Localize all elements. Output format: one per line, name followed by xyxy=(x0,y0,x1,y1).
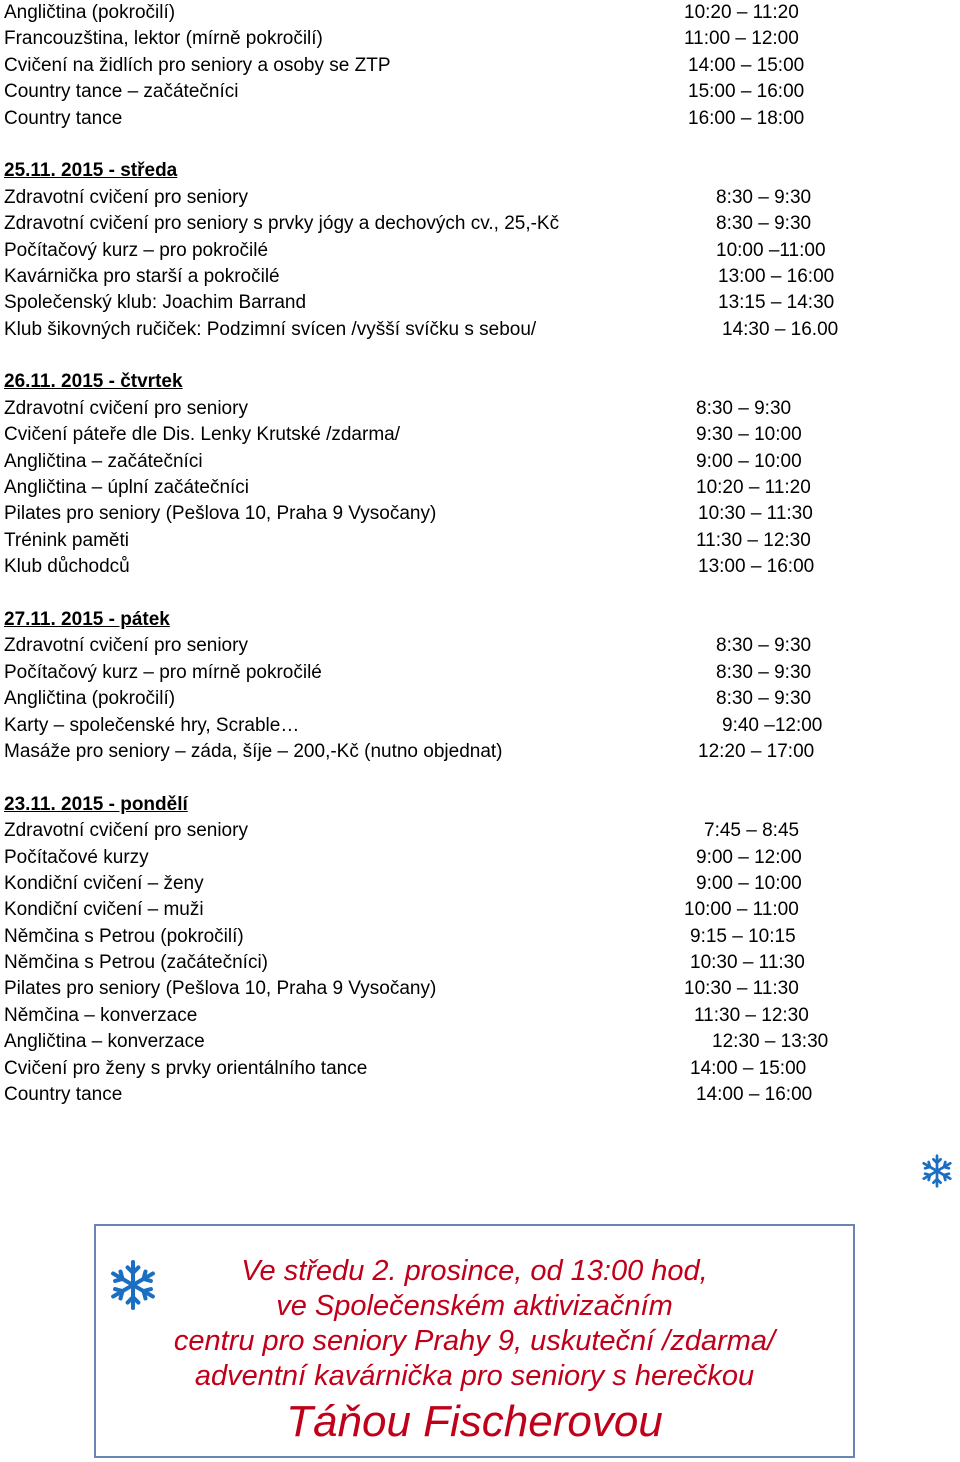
activity-name: Angličtina – začátečníci xyxy=(4,450,203,472)
activity-time: 8:30 – 9:30 xyxy=(716,635,812,657)
schedule-list xyxy=(4,0,904,1108)
activity-time: 10:20 – 11:20 xyxy=(696,477,811,499)
announcement-guest-name: Táňou Fischerovou xyxy=(286,1397,663,1446)
activity-time: 13:15 – 14:30 xyxy=(718,292,835,314)
activity-time: 10:00 – 11:00 xyxy=(684,899,799,921)
activity-name: Trénink paměti xyxy=(4,529,129,551)
list-item xyxy=(4,871,904,897)
activity-name: Cvičení pro ženy s prvky orientálního tance xyxy=(4,1057,368,1079)
activity-time: 13:00 – 16:00 xyxy=(698,556,815,578)
list-item xyxy=(4,950,904,976)
list-item xyxy=(4,660,904,686)
activity-time: 11:30 – 12:30 xyxy=(694,1004,809,1026)
activity-time: 9:15 – 10:15 xyxy=(690,925,796,947)
list-item xyxy=(4,501,904,527)
activity-name: Klub důchodců xyxy=(4,556,130,578)
activity-name: Cvičení na židlích pro seniory a osoby se ZTP xyxy=(4,54,391,76)
activity-name: Kavárnička pro starší a pokročilé xyxy=(4,265,280,287)
activity-time: 11:30 – 12:30 xyxy=(696,529,811,551)
activity-name: Francouzština, lektor (mírně pokročilí) xyxy=(4,28,323,50)
list-item xyxy=(4,686,904,712)
activity-name: Country tance xyxy=(4,1084,123,1106)
list-item xyxy=(4,106,904,132)
list-item xyxy=(4,818,904,844)
activity-name: Angličtina (pokročilí) xyxy=(4,688,176,710)
announcement-box xyxy=(94,1224,855,1458)
announcement-line: Ve středu 2. prosince, od 13:00 hod, xyxy=(241,1255,708,1287)
list-item xyxy=(4,475,904,501)
activity-name: Počítačový kurz – pro mírně pokročilé xyxy=(4,661,322,683)
activity-time: 10:30 – 11:30 xyxy=(698,503,813,525)
activity-name: Počítačový kurz – pro pokročilé xyxy=(4,239,269,261)
activity-time: 12:30 – 13:30 xyxy=(712,1031,829,1053)
list-item xyxy=(4,976,904,1002)
activity-time: 14:00 – 16:00 xyxy=(696,1084,813,1106)
activity-time: 14:00 – 15:00 xyxy=(688,54,805,76)
list-item xyxy=(4,264,904,290)
activity-name: Zdravotní cvičení pro seniory s prvky jógy a dechových cv., 25,-Kč xyxy=(4,213,560,235)
list-item xyxy=(4,633,904,659)
day-heading-text: 25.11. 2015 - středa xyxy=(4,160,178,182)
list-item xyxy=(4,1029,904,1055)
list-item xyxy=(4,1082,904,1108)
list-item xyxy=(4,79,904,105)
list-item xyxy=(4,449,904,475)
activity-name: Cvičení páteře dle Dis. Lenky Krutské /zdarma/ xyxy=(4,424,401,446)
activity-time: 13:00 – 16:00 xyxy=(718,265,835,287)
activity-name: Němčina s Petrou (pokročilí) xyxy=(4,925,244,947)
activity-name: Klub šikovných ručiček: Podzimní svícen /vyšší svíčku s sebou/ xyxy=(4,318,537,340)
activity-time: 9:00 – 12:00 xyxy=(696,846,802,868)
list-item xyxy=(4,185,904,211)
list-item xyxy=(4,739,904,765)
list-item xyxy=(4,238,904,264)
activity-name: Němčina – konverzace xyxy=(4,1004,198,1026)
list-item xyxy=(4,53,904,79)
activity-name: Zdravotní cvičení pro seniory xyxy=(4,635,248,657)
list-item xyxy=(4,396,904,422)
activity-name: Společenský klub: Joachim Barrand xyxy=(4,292,307,314)
activity-name: Angličtina – konverzace xyxy=(4,1031,205,1053)
activity-time: 9:40 –12:00 xyxy=(722,714,823,736)
list-item xyxy=(4,713,904,739)
activity-time: 15:00 – 16:00 xyxy=(688,81,805,103)
list-item xyxy=(4,0,904,26)
list-item xyxy=(4,317,904,343)
day-heading-text: 26.11. 2015 - čtvrtek xyxy=(4,371,183,393)
list-item xyxy=(4,845,904,871)
activity-name: Zdravotní cvičení pro seniory xyxy=(4,820,248,842)
announcement-line: ve Společenském aktivizačním xyxy=(276,1290,673,1322)
list-item xyxy=(4,528,904,554)
activity-time: 8:30 – 9:30 xyxy=(716,688,812,710)
list-item xyxy=(4,1056,904,1082)
activity-time: 9:00 – 10:00 xyxy=(696,450,802,472)
activity-name: Němčina s Petrou (začátečníci) xyxy=(4,952,268,974)
activity-name: Počítačové kurzy xyxy=(4,846,149,868)
announcement-line: centru pro seniory Prahy 9, uskuteční /zdarma/ xyxy=(173,1325,776,1357)
activity-name: Kondiční cvičení – muži xyxy=(4,899,204,921)
activity-name: Karty – společenské hry, Scrable… xyxy=(4,714,300,736)
day-heading xyxy=(4,369,904,395)
activity-name: Angličtina (pokročilí) xyxy=(4,2,176,23)
day-heading-text: 27.11. 2015 - pátek xyxy=(4,608,170,630)
activity-time: 9:00 – 10:00 xyxy=(696,872,802,894)
activity-name: Kondiční cvičení – ženy xyxy=(4,872,204,894)
activity-time: 16:00 – 18:00 xyxy=(688,107,805,129)
list-item xyxy=(4,554,904,580)
activity-time: 10:20 – 11:20 xyxy=(684,2,799,23)
activity-name: Country tance xyxy=(4,107,123,129)
activity-time: 10:30 – 11:30 xyxy=(684,978,799,1000)
activity-time: 8:30 – 9:30 xyxy=(716,186,812,208)
list-item xyxy=(4,211,904,237)
day-heading-text: 23.11. 2015 - pondělí xyxy=(4,793,188,815)
list-item xyxy=(4,422,904,448)
activity-name: Zdravotní cvičení pro seniory xyxy=(4,186,248,208)
activity-time: 14:30 – 16.00 xyxy=(722,318,839,340)
activity-name: Zdravotní cvičení pro seniory xyxy=(4,397,248,419)
activity-time: 10:30 – 11:30 xyxy=(690,952,805,974)
announcement-text xyxy=(96,1254,853,1450)
activity-name: Masáže pro seniory – záda, šíje – 200,-Kč (nutno objednat) xyxy=(4,740,503,762)
activity-time: 8:30 – 9:30 xyxy=(716,213,812,235)
activity-name: Country tance – začátečníci xyxy=(4,81,239,103)
list-item xyxy=(4,290,904,316)
day-heading xyxy=(4,158,904,184)
activity-time: 10:00 –11:00 xyxy=(716,239,826,261)
activity-time: 11:00 – 12:00 xyxy=(684,28,799,50)
day-heading xyxy=(4,792,904,818)
activity-name: Angličtina – úplní začátečníci xyxy=(4,477,250,499)
activity-time: 9:30 – 10:00 xyxy=(696,424,802,446)
list-item xyxy=(4,897,904,923)
announcement-line: adventní kavárnička pro seniory s herečkou xyxy=(194,1360,755,1392)
activity-time: 12:20 – 17:00 xyxy=(698,740,815,762)
activity-name: Pilates pro seniory (Pešlova 10, Praha 9 Vysočany) xyxy=(4,503,437,525)
activity-time: 8:30 – 9:30 xyxy=(716,661,812,683)
day-heading xyxy=(4,607,904,633)
list-item xyxy=(4,1003,904,1029)
activity-time: 14:00 – 15:00 xyxy=(690,1057,807,1079)
activity-name: Pilates pro seniory (Pešlova 10, Praha 9 Vysočany) xyxy=(4,978,437,1000)
list-item xyxy=(4,26,904,52)
list-item xyxy=(4,924,904,950)
snowflake-icon xyxy=(919,1153,955,1189)
activity-time: 8:30 – 9:30 xyxy=(696,397,792,419)
activity-time: 7:45 – 8:45 xyxy=(704,820,800,842)
